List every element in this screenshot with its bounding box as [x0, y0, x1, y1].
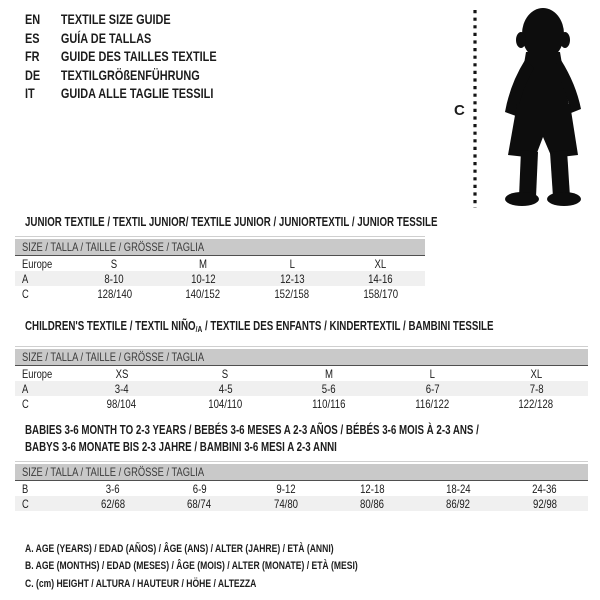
- table-cell: 3-4: [114, 381, 129, 396]
- language-row-it: [25, 84, 217, 103]
- table-cell: XL: [530, 366, 543, 381]
- table-row: [15, 366, 588, 381]
- table-cell: 6-9: [192, 481, 207, 496]
- height-figure: [448, 4, 600, 211]
- note-b: B. AGE (MONTHS) / EDAD (MESES) / ÂGE (MOIS) / ALTER (MONATE) / ETÀ (MESI): [25, 560, 358, 573]
- table-cell: 5-6: [322, 381, 336, 396]
- row-label: C: [22, 286, 29, 301]
- language-code: DE: [25, 66, 41, 83]
- table-top-rule: [15, 461, 588, 462]
- language-row-en: [25, 10, 217, 29]
- footnotes: [25, 540, 452, 593]
- table-cell: 7-8: [529, 381, 544, 396]
- row-label: Europe: [22, 256, 53, 271]
- size-header-text: SIZE / TALLA / TAILLE / GRÖSSE / TAGLIA: [22, 465, 205, 479]
- language-code: EN: [25, 11, 41, 28]
- language-row-fr: [25, 47, 217, 66]
- table-cell: 104/110: [208, 396, 243, 411]
- table-cell: 4-5: [218, 381, 233, 396]
- language-text: TEXTILGRÖßENFÜHRUNG: [60, 66, 200, 83]
- height-c-label: C: [454, 102, 465, 119]
- table-cell: 110/116: [312, 396, 346, 411]
- table-top-rule: [15, 236, 425, 237]
- table-cell: 74/80: [273, 496, 298, 511]
- language-list: [25, 10, 271, 103]
- table-cell: L: [289, 256, 295, 271]
- table-cell: XS: [115, 366, 129, 381]
- row-label: Europe: [22, 366, 53, 381]
- table-row: [15, 381, 588, 396]
- table-cell: 98/104: [107, 396, 137, 411]
- language-row-de: [25, 66, 217, 85]
- size-header-bar: [15, 464, 588, 481]
- row-label: C: [22, 496, 29, 511]
- children-table-title: [25, 319, 600, 336]
- table-cell: 9-12: [276, 481, 296, 496]
- table-cell: XL: [374, 256, 387, 271]
- babies-table-title-line1: BABIES 3-6 MONTH TO 2-3 YEARS / BEBÉS 3-6 MESES A 2-3 AÑOS / BÉBÉS 3-6 MOIS À 2-3 ANS /: [25, 423, 479, 437]
- table-cell: 12-18: [359, 481, 385, 496]
- table-cell: 3-6: [106, 481, 121, 496]
- size-header-text: SIZE / TALLA / TAILLE / GRÖSSE / TAGLIA: [22, 240, 205, 254]
- table-row: [15, 481, 588, 496]
- table-cell: 62/68: [101, 496, 126, 511]
- language-row-es: [25, 29, 217, 48]
- table-cell: 8-10: [104, 271, 124, 286]
- table-cell: 80/86: [360, 496, 385, 511]
- table-cell: M: [199, 256, 208, 271]
- table-cell: 18-24: [446, 481, 471, 496]
- table-cell: S: [111, 256, 118, 271]
- note-c: C. (cm) HEIGHT / ALTURA / HAUTEUR / HÖHE / ALTEZZA: [25, 577, 257, 590]
- children-size-table: [15, 346, 588, 412]
- language-code: FR: [25, 48, 40, 65]
- table-cell: 92/98: [532, 496, 557, 511]
- table-cell: 68/74: [187, 496, 212, 511]
- junior-table-title-text: JUNIOR TEXTILE / TEXTIL JUNIOR/ TEXTILE JUNIOR / JUNIORTEXTIL / JUNIOR TESSILE: [25, 215, 438, 229]
- table-row: [15, 496, 588, 511]
- table-row: [15, 286, 425, 301]
- size-header-bar: [15, 239, 425, 256]
- table-row: [15, 271, 425, 286]
- row-label: B: [22, 481, 29, 496]
- table-cell: 12-13: [279, 271, 305, 286]
- table-cell: 122/128: [518, 396, 554, 411]
- table-row: [15, 256, 425, 271]
- table-cell: 116/122: [415, 396, 450, 411]
- table-cell: L: [429, 366, 436, 381]
- junior-table-title: [25, 215, 554, 229]
- table-cell: S: [222, 366, 229, 381]
- size-header-bar: [15, 349, 588, 366]
- language-text: TEXTILE SIZE GUIDE: [60, 11, 171, 28]
- table-top-rule: [15, 346, 588, 347]
- table-cell: 152/158: [274, 286, 310, 301]
- table-cell: 10-12: [190, 271, 216, 286]
- table-cell: 128/140: [97, 286, 132, 301]
- language-text: GUIDA ALLE TAGLIE TESSILI: [60, 85, 214, 102]
- language-text: GUIDE DES TAILLES TEXTILE: [60, 48, 217, 65]
- row-label: A: [22, 381, 29, 396]
- table-cell: 140/152: [185, 286, 221, 301]
- language-text: GUÍA DE TALLAS: [60, 29, 152, 46]
- babies-size-table: [15, 461, 588, 511]
- size-header-text: SIZE / TALLA / TAILLE / GRÖSSE / TAGLIA: [22, 350, 205, 364]
- note-a: A. AGE (YEARS) / EDAD (AÑOS) / ÂGE (ANS) / ALTER (JAHRE) / ETÀ (ANNI): [25, 542, 334, 555]
- baby-silhouette-graphic: [448, 4, 600, 211]
- table-cell: 6-7: [425, 381, 440, 396]
- table-cell: M: [324, 366, 333, 381]
- children-table-title-text: CHILDREN'S TEXTILE / TEXTIL NIÑO/A / TEXTILE DES ENFANTS / KINDERTEXTIL / BAMBINI TESSILE: [25, 319, 494, 334]
- table-cell: 24-36: [532, 481, 558, 496]
- table-cell: 158/170: [363, 286, 398, 301]
- babies-table-title-line2: BABYS 3-6 MONATE BIS 2-3 JAHRE / BAMBINI 3-6 MESI A 2-3 ANNI: [25, 440, 337, 454]
- language-code: IT: [25, 85, 35, 102]
- baby-silhouette: [505, 8, 581, 206]
- language-code: ES: [25, 29, 40, 46]
- row-label: A: [22, 271, 29, 286]
- table-cell: 14-16: [368, 271, 393, 286]
- table-row: [15, 396, 588, 411]
- table-cell: 86/92: [446, 496, 471, 511]
- junior-size-table: [15, 236, 425, 302]
- row-label: C: [22, 396, 29, 411]
